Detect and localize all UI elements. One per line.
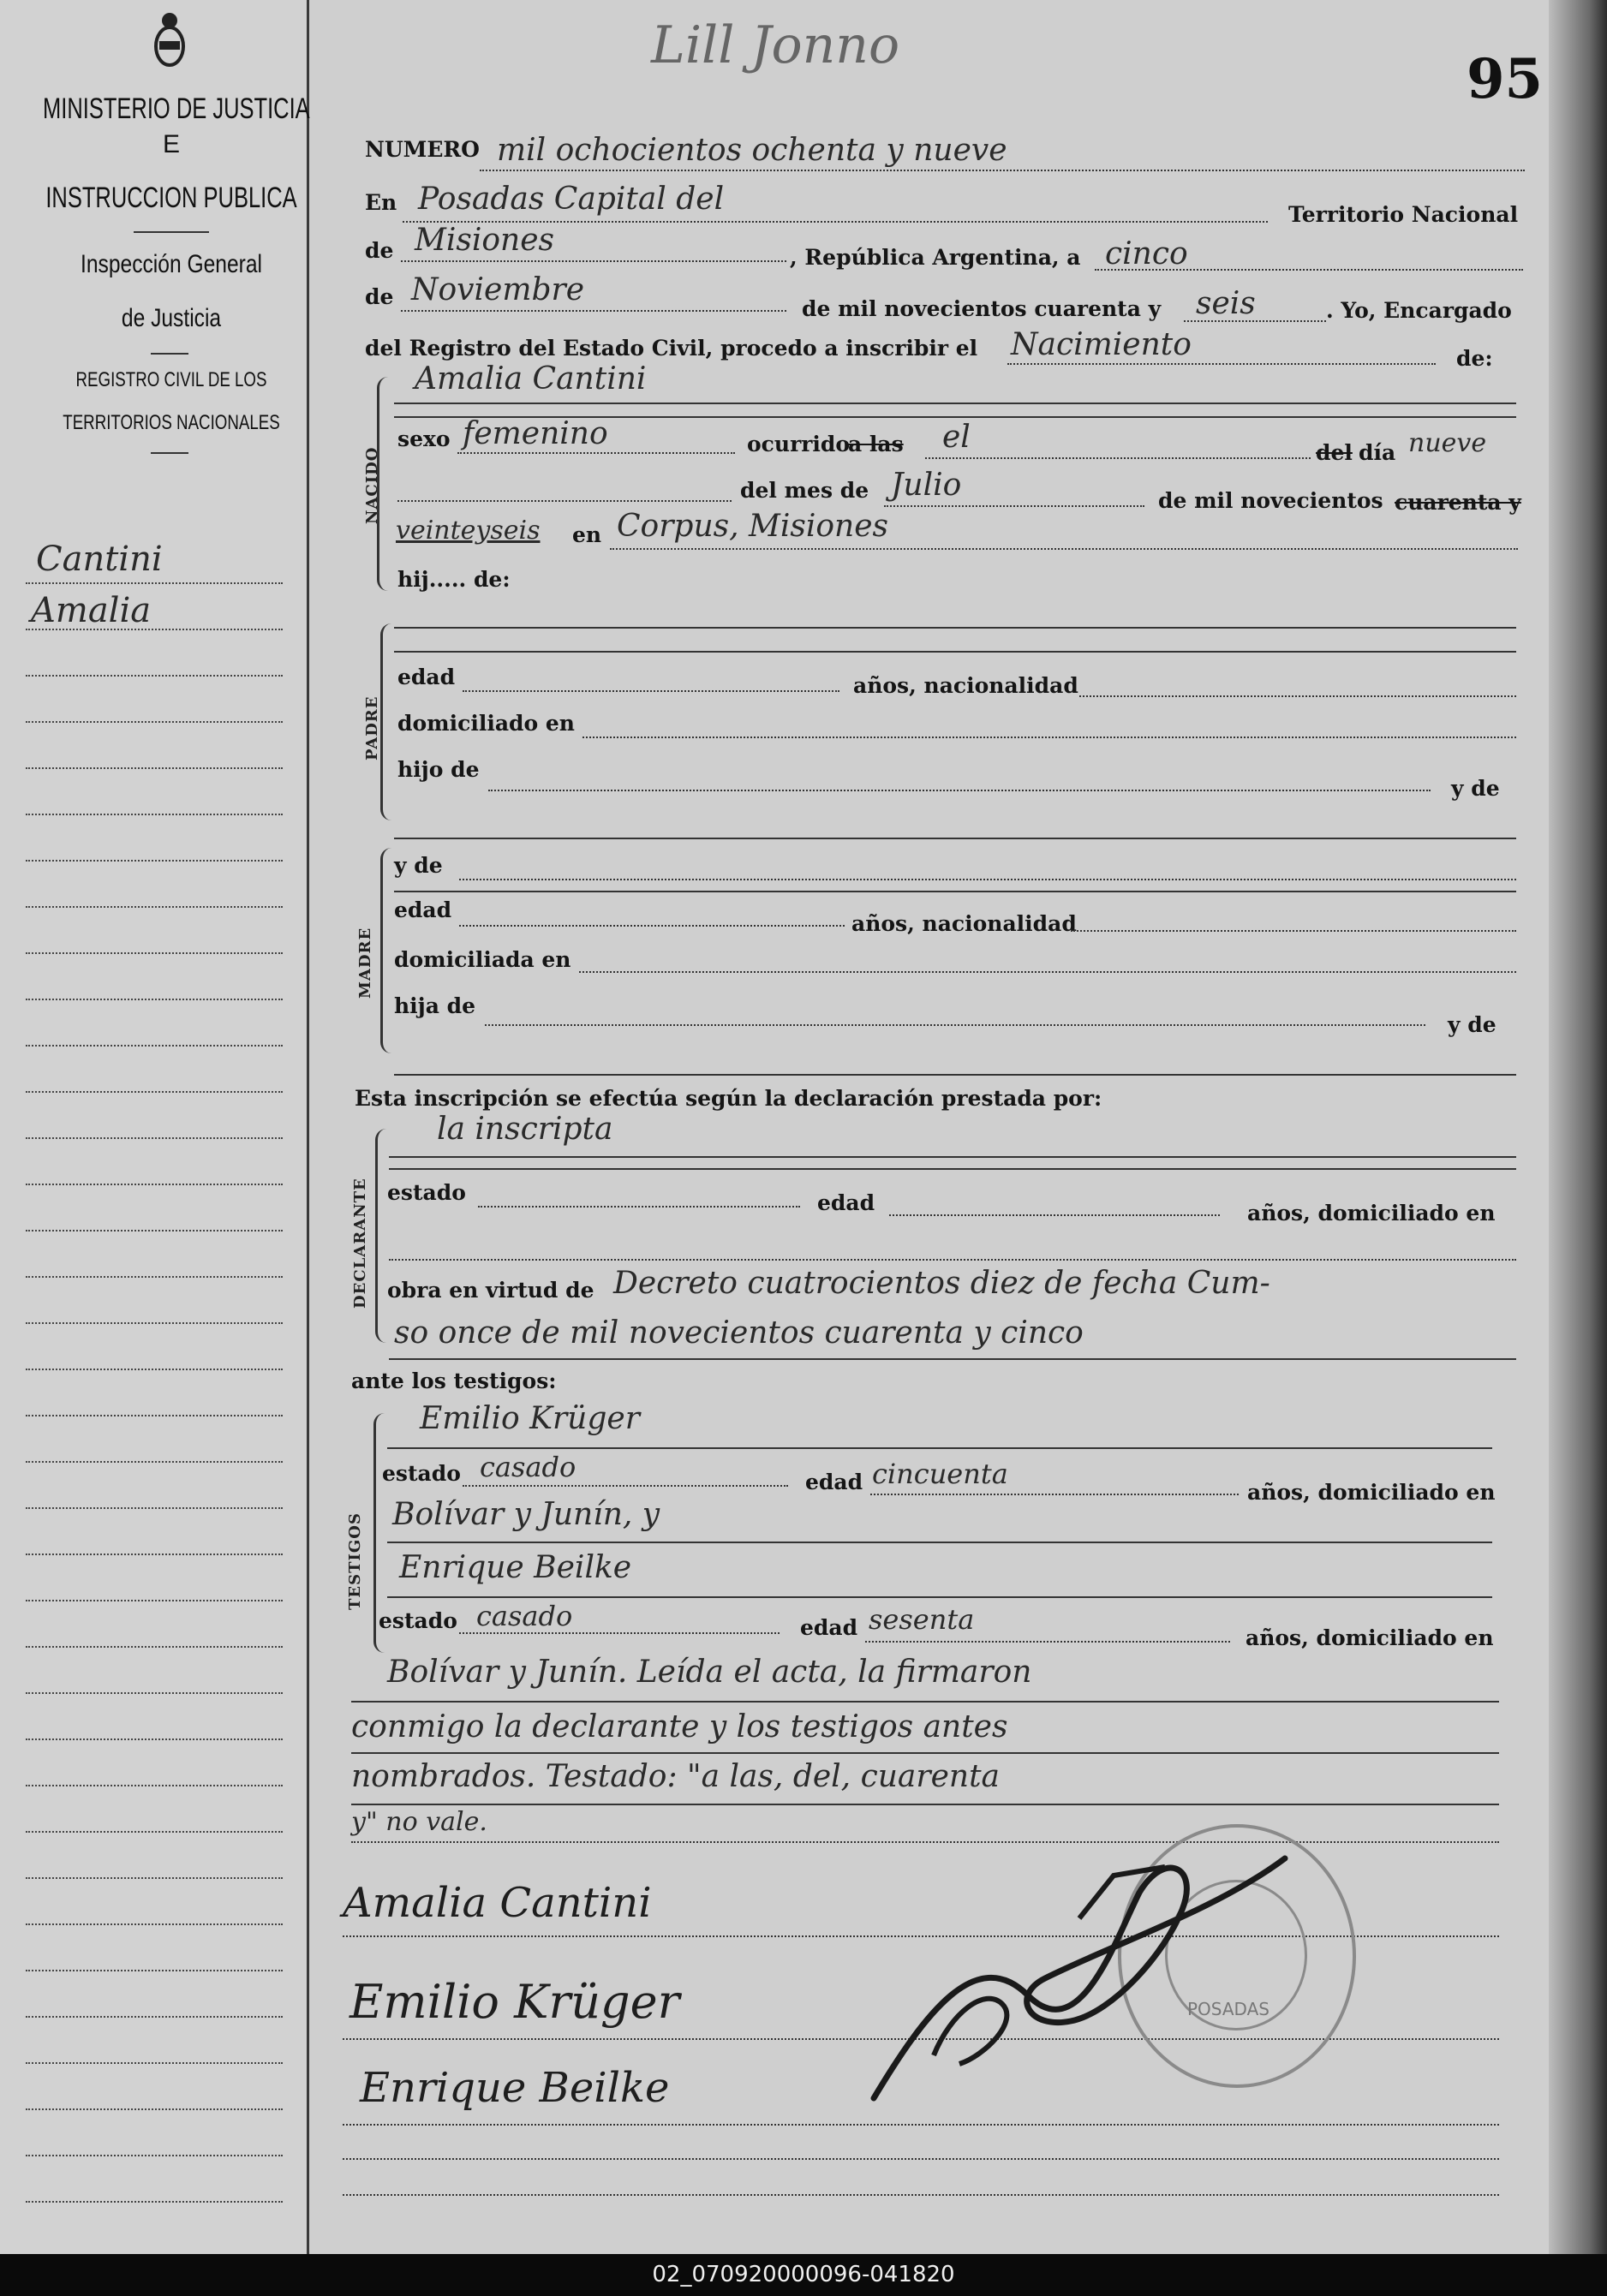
- obra-label: obra en virtud de: [387, 1278, 594, 1303]
- ocurrido-struck: a las: [848, 432, 904, 456]
- margin-ruled-line: [26, 1461, 283, 1463]
- padre-domiciliado-label: domiciliado en: [397, 711, 575, 736]
- margin-ruled-line: [26, 1831, 283, 1833]
- hij-label: hij..... de:: [397, 567, 511, 592]
- en-label: En: [365, 190, 397, 215]
- padre-anios-label: años, nacionalidad: [853, 673, 1078, 698]
- madre-hija-label: hija de: [394, 993, 476, 1018]
- top-scribble: Lill Jonno: [651, 15, 900, 75]
- stamp-text: POSADAS: [1187, 1999, 1269, 2019]
- margin-ruled-line: [26, 1692, 283, 1694]
- margin-ruled-line: [26, 1785, 283, 1786]
- margin-ruled-line: [26, 1970, 283, 1971]
- testigo2-dom: Bolívar y Junín. Leída el acta, la firmaron: [387, 1655, 1032, 1690]
- ministry-line-6: REGISTRO CIVIL DE LOS: [75, 368, 267, 391]
- ministry-line-1: MINISTERIO DE JUSTICIA: [43, 92, 310, 125]
- margin-ruled-line: [26, 1369, 283, 1370]
- republica-label: , República Argentina, a: [790, 245, 1081, 270]
- anio-value: seis: [1196, 286, 1256, 321]
- numero-label: NUMERO: [365, 137, 480, 162]
- madre-domiciliada-label: domiciliada en: [394, 947, 571, 972]
- ocurrido-label: ocurrido: [747, 432, 851, 456]
- margin-ruled-line: [26, 1137, 283, 1139]
- testigo2-anios-label: años, domiciliado en: [1246, 1625, 1494, 1650]
- margin-ruled-line: [26, 952, 283, 954]
- testigo2-estado-label: estado: [379, 1608, 457, 1633]
- margin-surname: Cantini: [36, 540, 163, 579]
- margin-ruled-line: [26, 1554, 283, 1555]
- de-label-2: de: [365, 284, 394, 309]
- sexo-label: sexo: [397, 426, 451, 451]
- testigo1-estado: casado: [480, 1451, 576, 1483]
- margin-ruled-line: [26, 860, 283, 862]
- book-binding: [1549, 0, 1607, 2254]
- margin-column: [0, 0, 309, 2254]
- mil2-label: de mil novecientos: [1158, 488, 1383, 513]
- cuarenta-struck: cuarenta y: [1395, 490, 1521, 515]
- en-value: Posadas Capital del: [418, 182, 725, 217]
- ministry-line-2: E: [162, 130, 180, 158]
- registro-label: del Registro del Estado Civil, procedo a inscribir el: [365, 336, 978, 361]
- margin-ruled-line: [26, 1507, 283, 1509]
- signature-3: Enrique Beilke: [360, 2064, 670, 2112]
- madre-yde2-label: y de: [1448, 1012, 1496, 1037]
- image-id-footer: 02_070920000096-041820: [0, 2254, 1607, 2296]
- margin-ruled-line: [26, 1600, 283, 1601]
- margin-ruled-line: [26, 1322, 283, 1324]
- margin-ruled-line: [26, 767, 283, 769]
- closing-line-2: nombrados. Testado: "a las, del, cuarenta: [351, 1759, 1001, 1794]
- ministry-line-4: Inspección General: [81, 250, 262, 278]
- testigo2-edad-label: edad: [800, 1615, 858, 1640]
- nacido-label: NACIDO: [363, 446, 381, 524]
- margin-ruled-line: [26, 1091, 283, 1093]
- margin-ruled-line: [26, 2062, 283, 2064]
- inscripcion-label: Esta inscripción se efectúa según la declaración prestada por:: [355, 1086, 1102, 1111]
- anio-nac-value: veinteyseis: [396, 516, 541, 546]
- madre-label: MADRE: [356, 927, 374, 999]
- testigo2-edad: sesenta: [869, 1603, 975, 1636]
- registrar-signature-icon: [857, 1841, 1302, 2115]
- ministry-line-3: INSTRUCCION PUBLICA: [45, 182, 297, 214]
- margin-ruled-line: [26, 629, 283, 630]
- padre-yde-label: y de: [1451, 776, 1500, 801]
- mes-nac-value: Julio: [891, 468, 962, 503]
- dia-label-struck: del: [1316, 440, 1353, 465]
- testigo1-edad: cincuenta: [872, 1458, 1008, 1490]
- madre-yde-label: y de: [394, 853, 443, 878]
- signature-2: Emilio Krüger: [349, 1975, 680, 2029]
- margin-ruled-line: [26, 582, 283, 584]
- margin-ruled-line: [26, 675, 283, 677]
- tipo-value: Nacimiento: [1011, 327, 1192, 362]
- decreto-value-1: Decreto cuatrocientos diez de fecha Cum-: [613, 1266, 1270, 1301]
- testigo1-anios-label: años, domiciliado en: [1247, 1480, 1496, 1505]
- margin-ruled-line: [26, 1045, 283, 1047]
- testigo1-nombre: Emilio Krüger: [420, 1401, 640, 1436]
- coat-of-arms-icon: [151, 9, 188, 69]
- mil-label: de mil novecientos cuarenta y: [802, 296, 1162, 321]
- margin-ruled-line: [26, 1230, 283, 1231]
- yo-label: . Yo, Encargado: [1326, 298, 1512, 323]
- margin-ruled-line: [26, 2155, 283, 2156]
- testigo1-dom: Bolívar y Junín, y: [392, 1497, 660, 1532]
- margin-ruled-line: [26, 1415, 283, 1416]
- declarante-value: la inscripta: [437, 1112, 613, 1147]
- testigo2-nombre: Enrique Beilke: [399, 1550, 632, 1585]
- padre-edad-label: edad: [397, 665, 456, 689]
- margin-ruled-line: [26, 1276, 283, 1278]
- margin-ruled-line: [26, 1923, 283, 1925]
- margin-ruled-line: [26, 999, 283, 1000]
- madre-anios-label: años, nacionalidad: [851, 911, 1077, 936]
- padre-label: PADRE: [363, 695, 381, 760]
- dia-label: día: [1359, 440, 1396, 465]
- margin-ruled-line: [26, 2016, 283, 2018]
- declarante-estado-label: estado: [387, 1180, 466, 1205]
- testigo1-estado-label: estado: [382, 1461, 461, 1486]
- sexo-value: femenino: [463, 416, 608, 451]
- declarante-label: DECLARANTE: [351, 1178, 369, 1309]
- margin-ruled-line: [26, 1738, 283, 1740]
- nombre-value: Amalia Cantini: [415, 361, 647, 397]
- margin-ruled-line: [26, 814, 283, 815]
- testigo2-estado: casado: [476, 1600, 573, 1632]
- de-label-3: de:: [1456, 346, 1493, 371]
- padre-hijo-label: hijo de: [397, 757, 480, 782]
- declarante-anios-label: años, domiciliado en: [1247, 1201, 1496, 1226]
- testigos-label-side: TESTIGOS: [346, 1512, 364, 1610]
- closing-line-1: conmigo la declarante y los testigos antes: [351, 1709, 1008, 1744]
- margin-ruled-line: [26, 1646, 283, 1648]
- de-value: Misiones: [415, 223, 555, 258]
- declarante-edad-label: edad: [817, 1190, 875, 1215]
- ministry-line-5: de Justicia: [121, 304, 222, 332]
- ministry-line-7: TERRITORIOS NACIONALES: [63, 411, 280, 434]
- decreto-value-2: so once de mil novecientos cuarenta y cinco: [394, 1315, 1084, 1351]
- madre-edad-label: edad: [394, 898, 452, 922]
- mes-value: Noviembre: [411, 272, 585, 307]
- margin-ruled-line: [26, 721, 283, 723]
- numero-value: mil ochocientos ochenta y nueve: [497, 133, 1007, 168]
- lugar-value: Corpus, Misiones: [617, 509, 889, 544]
- dia-value: cinco: [1105, 236, 1188, 271]
- signature-1: Amalia Cantini: [343, 1879, 652, 1927]
- testigos-label: ante los testigos:: [351, 1369, 557, 1393]
- margin-ruled-line: [26, 2201, 283, 2203]
- testigo1-edad-label: edad: [805, 1470, 863, 1494]
- margin-ruled-line: [26, 1877, 283, 1879]
- en2-label: en: [572, 522, 602, 547]
- page-number: 95: [1467, 47, 1544, 111]
- margin-ruled-line: [26, 2108, 283, 2110]
- ocurrido-value: el: [942, 420, 971, 455]
- margin-name: Amalia: [31, 591, 152, 630]
- closing-line-3: y" no vale.: [351, 1807, 487, 1837]
- mes-label: del mes de: [740, 478, 869, 503]
- margin-ruled-line: [26, 906, 283, 908]
- dia-nac-value: nueve: [1408, 428, 1487, 458]
- margin-ruled-line: [26, 1184, 283, 1185]
- territorio-label: Territorio Nacional: [1288, 202, 1519, 227]
- de-label-1: de: [365, 238, 394, 263]
